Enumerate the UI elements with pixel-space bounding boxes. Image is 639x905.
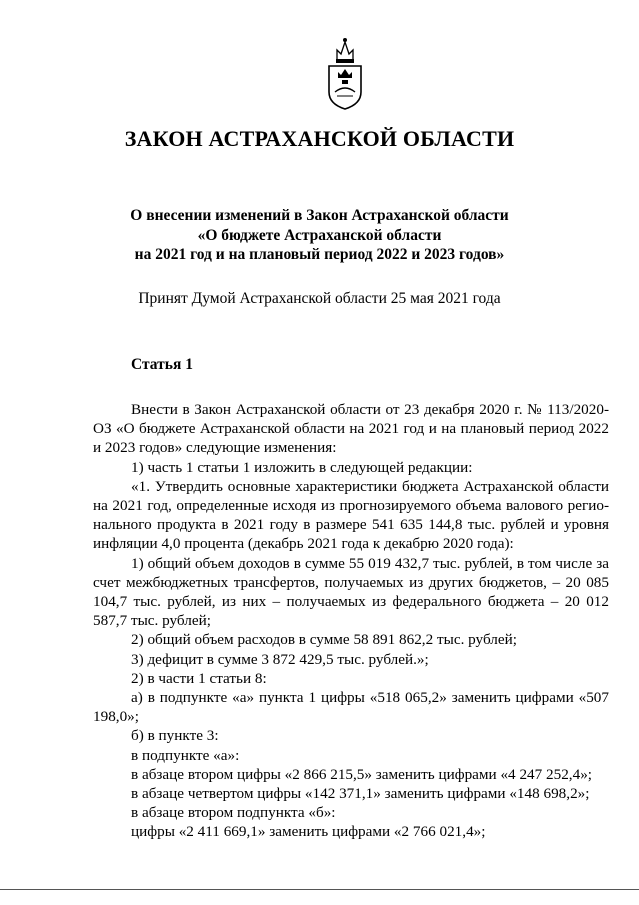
paragraph: Внести в Закон Астраханской области от 23 декабря 2020 г. № 113/2020-ОЗ «О бюджете Астраханской области на 2021 год и на плановый период 2022 и 2023 годов» следующие изменения: — [93, 401, 609, 457]
paragraph: 1) часть 1 статьи 1 изложить в следующей редакции: — [131, 458, 473, 476]
coat-of-arms-emblem — [323, 34, 367, 112]
paragraph: в подпункте «а»: — [131, 746, 240, 764]
paragraph: цифры «2 411 669,1» заменить цифрами «2 766 021,4»; — [131, 823, 486, 841]
article-body — [93, 400, 609, 842]
paragraph: а) в подпункте «а» пункта 1 цифры «518 065,2» заменить цифрами «507 198,0»; — [93, 689, 609, 726]
paragraph: в абзаце четвертом цифры «142 371,1» заменить цифрами «148 698,2»; — [131, 785, 590, 803]
page-bottom-rule — [0, 889, 639, 890]
paragraph: «1. Утвердить основные характеристики бюджета Астраханской области на 2021 год, определенные исходя из прогнозируемого объема валового регионального продукта в 2021 году в размере 541 635 144,8 тыс. рублей и уровня инфляции 4,0 процента (декабрь 2021 года к декабрю 2020 года): — [93, 477, 609, 553]
article-title: Статья 1 — [131, 356, 193, 373]
subject-line: О внесении изменений в Закон Астраханской области — [130, 207, 509, 224]
subject-line: на 2021 год и на плановый период 2022 и 2023 годов» — [134, 246, 505, 263]
subject-line: «О бюджете Астраханской области — [197, 226, 442, 244]
paragraph: б) в пункте 3: — [131, 727, 219, 745]
paragraph: в абзаце втором цифры «2 866 215,5» заменить цифрами «4 247 252,4»; — [131, 765, 593, 783]
paragraph: 3) дефицит в сумме 3 872 429,5 тыс. рублей.»; — [131, 650, 429, 668]
paragraph: 1) общий объем доходов в сумме 55 019 432,7 тыс. рублей, в том числе за счет межбюджетных трансфертов, получаемых из других бюджетов, – 20 085 104,7 тыс. рублей, из них – получаемых из федерального бюджета – 20 012 587,7 тыс. рублей; — [93, 554, 609, 630]
law-subject — [0, 206, 639, 265]
paragraph: 2) общий объем расходов в сумме 58 891 862,2 тыс. рублей; — [131, 631, 517, 649]
paragraph: в абзаце втором подпункта «б»: — [131, 804, 336, 822]
law-title: ЗАКОН АСТРАХАНСКОЙ ОБЛАСТИ — [124, 126, 515, 151]
paragraph: 2) в части 1 статьи 8: — [131, 669, 267, 687]
adoption-statement: Принят Думой Астраханской области 25 мая 2021 года — [138, 290, 501, 307]
